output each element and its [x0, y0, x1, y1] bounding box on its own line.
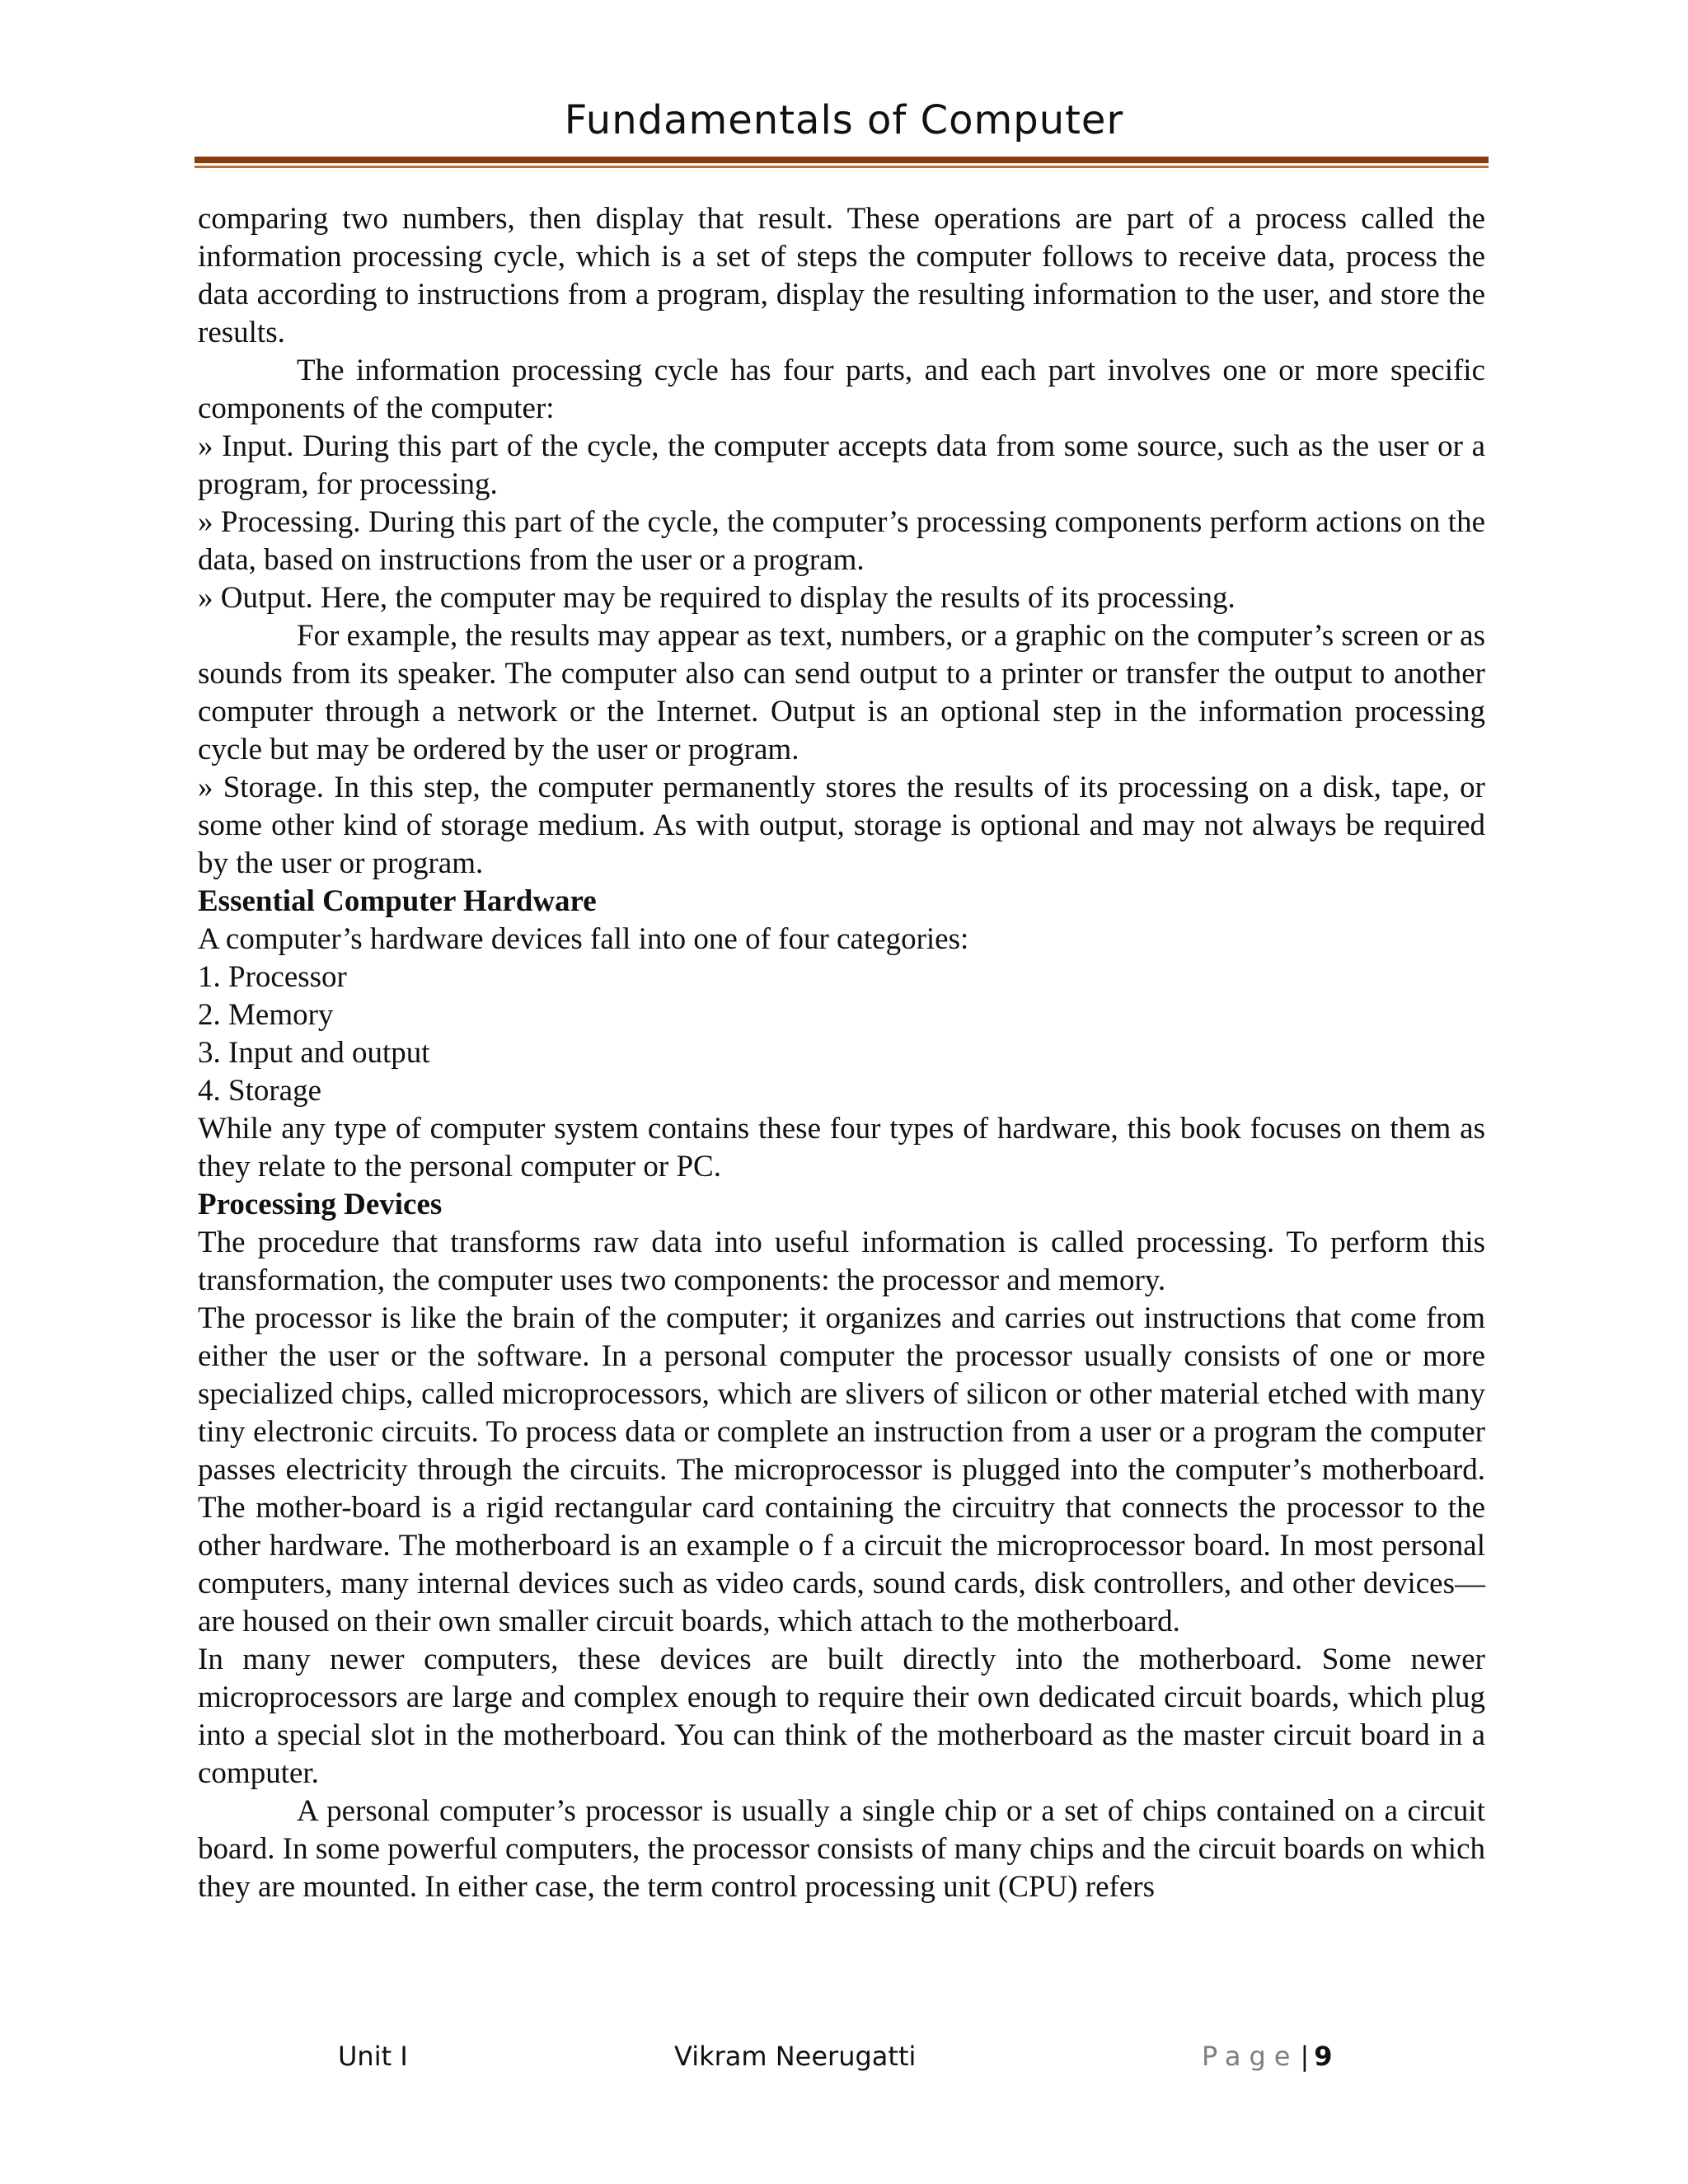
footer-unit: Unit I	[338, 2041, 408, 2072]
paragraph-input: » Input. During this part of the cycle, the computer accepts data from some source, such as the user or a program, for processing.	[198, 429, 1485, 501]
list-item: 1. Processor	[198, 960, 347, 994]
list-item: 2. Memory	[198, 998, 334, 1032]
header-rule-thick	[195, 157, 1489, 163]
paragraph: comparing two numbers, then display that result. These operations are part of a process called the information processing cycle, which is a set of steps the computer follows to receive data, process the data according to instructions from a program, display the resulting information to the user, and store the results.	[198, 202, 1485, 349]
paragraph: In many newer computers, these devices are built directly into the motherboard. Some newer microprocessors are large and complex enough to require their own dedicated circuit boards, which plug into a special slot in the motherboard. You can think of the motherboard as the master circuit board in a computer.	[198, 1643, 1485, 1790]
paragraph: The procedure that transforms raw data into useful information is called processing. To perform this transformation, the computer uses two components: the processor and memory.	[198, 1226, 1485, 1297]
paragraph-processing: » Processing. During this part of the cycle, the computer’s processing components perform actions on the data, based on instructions from the user or a program.	[198, 505, 1485, 577]
paragraph: The processor is like the brain of the computer; it organizes and carries out instructions that come from either the user or the software. In a personal computer the processor usually consists of one or more specialized chips, called microprocessors, which are slivers of silicon or other material etched with many tiny electronic circuits. To process data or complete an instruction from a user or a program the computer passes electricity through the circuits. The microprocessor is plugged into the computer’s motherboard. The mother-board is a rigid rectangular card containing the circuitry that connects the processor to the other hardware. The motherboard is an example o f a circuit the microprocessor board. In most personal computers, many internal devices such as video cards, sound cards, disk controllers, and other devices—are housed on their own smaller circuit boards, which attach to the motherboard.	[198, 1301, 1485, 1638]
footer-page-label: Page	[1202, 2041, 1299, 2072]
body-text	[198, 200, 1485, 1906]
footer-page-number: 9	[1314, 2041, 1333, 2072]
page-header-title: Fundamentals of Computer	[564, 97, 1124, 143]
paragraph: A computer’s hardware devices fall into one of four categories:	[198, 922, 969, 956]
list-item: 4. Storage	[198, 1074, 322, 1108]
paragraph-storage: » Storage. In this step, the computer permanently stores the results of its processing on a disk, tape, or some other kind of storage medium. As with output, storage is optional and may not always be required by the user or program.	[198, 771, 1485, 880]
footer-page-separator: |	[1300, 2041, 1310, 2072]
footer-page-indicator	[1202, 2041, 1333, 2072]
paragraph: The information processing cycle has four parts, and each part involves one or more specific components of the computer:	[198, 354, 1485, 425]
section-heading: Processing Devices	[198, 1188, 443, 1221]
section-heading: Essential Computer Hardware	[198, 884, 597, 918]
paragraph: While any type of computer system contains these four types of hardware, this book focuses on them as they relate to the personal computer or PC.	[198, 1112, 1485, 1183]
paragraph: A personal computer’s processor is usually a single chip or a set of chips contained on a circuit board. In some powerful computers, the processor consists of many chips and the circuit boards on which they are mounted. In either case, the term control processing unit (CPU) refers	[198, 1794, 1485, 1904]
header-rule-thin	[195, 166, 1489, 168]
list-item: 3. Input and output	[198, 1036, 430, 1070]
paragraph: For example, the results may appear as text, numbers, or a graphic on the computer’s screen or as sounds from its speaker. The computer also can send output to a printer or transfer the output to another computer through a network or the Internet. Output is an optional step in the information processing cycle but may be ordered by the user or program.	[198, 619, 1485, 766]
paragraph-output: » Output. Here, the computer may be required to display the results of its processing.	[198, 581, 1236, 615]
footer-author: Vikram Neerugatti	[674, 2041, 917, 2072]
